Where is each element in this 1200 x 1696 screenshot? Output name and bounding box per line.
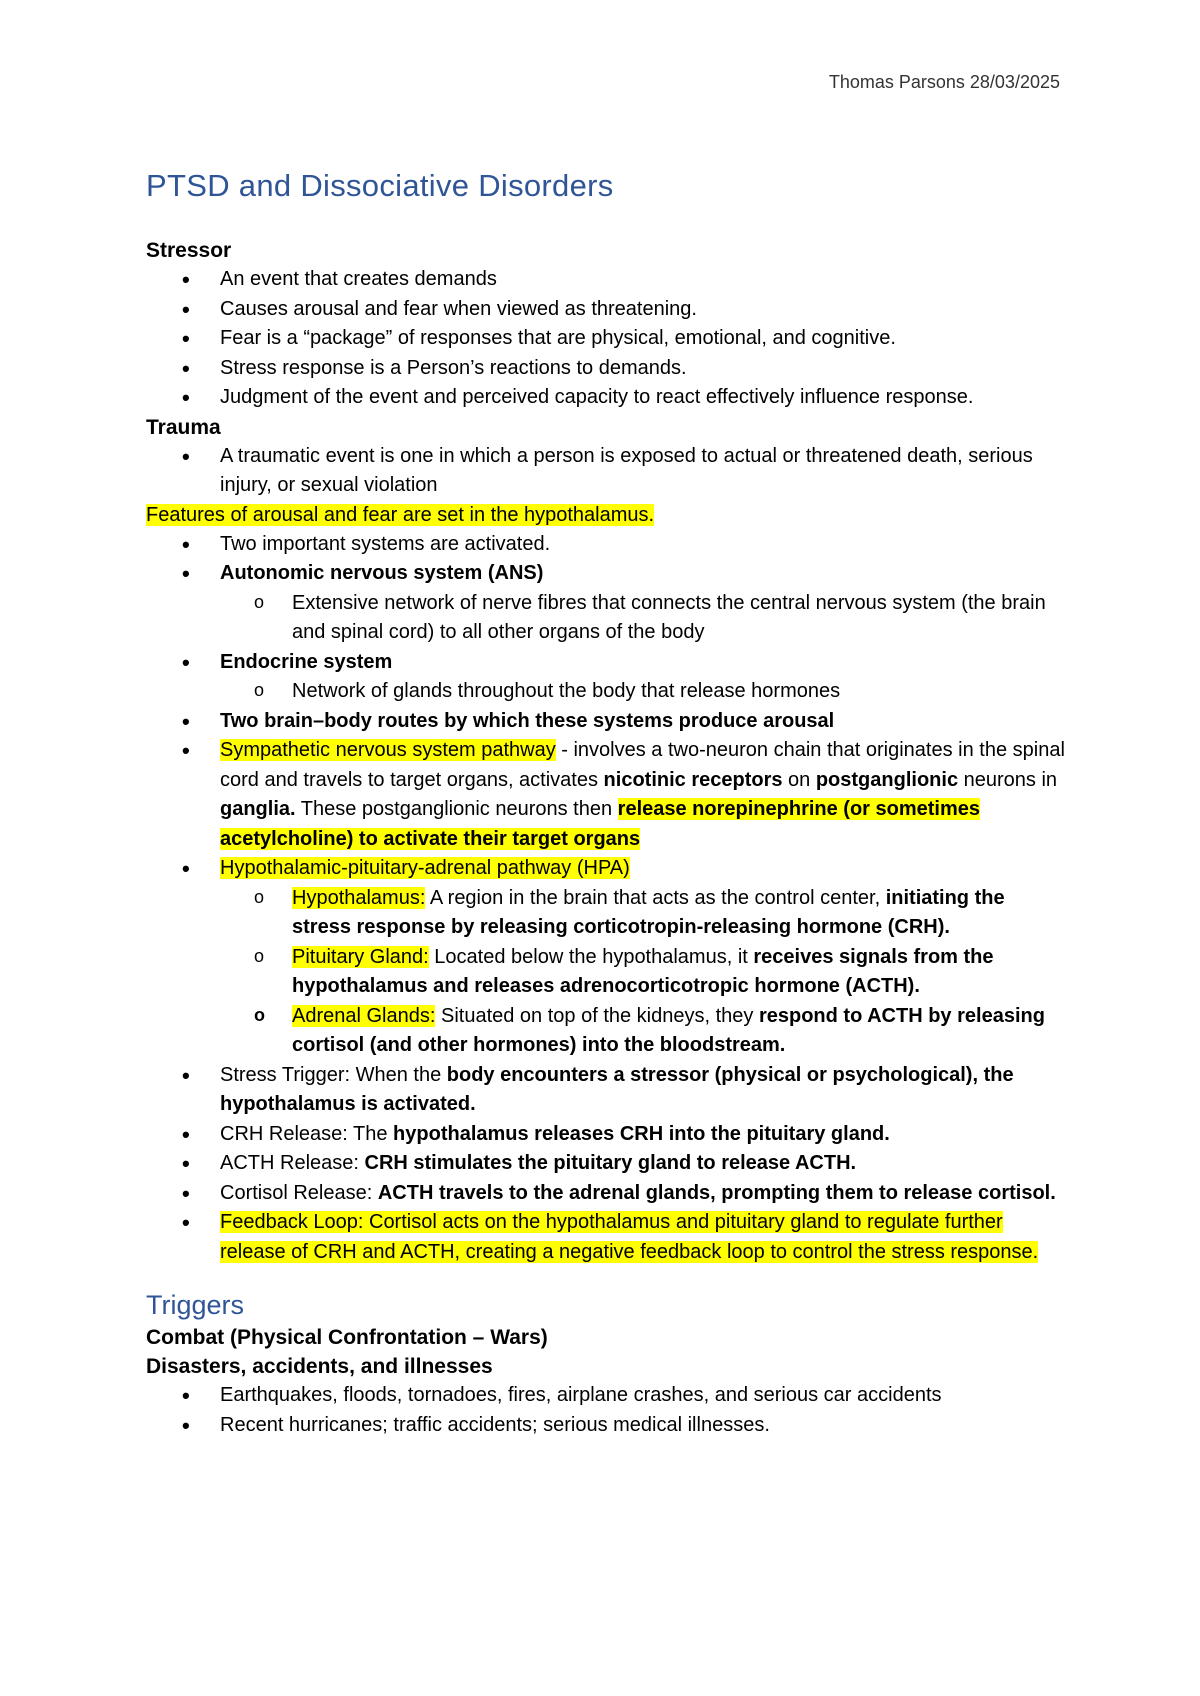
sub-list-item: o Network of glands throughout the body that release hormones: [220, 677, 1066, 707]
list-item: • Recent hurricanes; traffic accidents; serious medical illnesses.: [146, 1411, 1066, 1441]
list-item-sns: [146, 736, 1066, 854]
list-item: • Stress response is a Person’s reactions to demands.: [146, 354, 1066, 384]
sns-bold: nicotinic receptors: [603, 768, 783, 791]
list-item-feedback: [146, 1208, 1066, 1267]
arousal-list: [146, 530, 1066, 1268]
stressor-heading: Stressor: [146, 239, 232, 262]
list-item: • Judgment of the event and perceived capacity to react effectively influence response.: [146, 383, 1066, 413]
sns-text: neurons in: [958, 768, 1058, 791]
list-item-routes: [146, 707, 1066, 737]
highlighted-text: Features of arousal and fear are set in the hypothalamus.: [146, 503, 655, 526]
sns-bold: postganglionic: [815, 768, 959, 791]
sub-list-item-adrenal: [220, 1002, 1066, 1061]
triggers-list: [146, 1381, 1066, 1440]
pituitary-text: Located below the hypothalamus, it: [428, 945, 754, 968]
arousal-highlight-line: [146, 501, 1066, 530]
list-item-trigger: [146, 1061, 1066, 1120]
acth-bold: CRH stimulates the pituitary gland to release ACTH.: [364, 1152, 857, 1174]
list-item-crh: [146, 1120, 1066, 1150]
sns-label: Sympathetic nervous system pathway: [220, 739, 556, 761]
document-title: PTSD and Dissociative Disorders: [146, 168, 614, 203]
sub-list-item: o Extensive network of nerve fibres that connects the central nervous system (the brain and spinal cord) to all other organs of the body: [220, 589, 1066, 648]
trauma-heading: Trauma: [146, 415, 221, 439]
trigger-bold: body encounters a stressor (physical or psychological), the hypothalamus is activated.: [220, 1063, 1014, 1115]
feedback-text: Feedback Loop: Cortisol acts on the hypothalamus and pituitary gland to regulate further release of CRH and ACTH, creating a negative feedback loop to control the stress response.: [220, 1211, 1039, 1263]
endocrine-label: Endocrine system: [220, 650, 393, 673]
hpa-sublist: [220, 884, 1066, 1061]
pituitary-bold: receives signals from the hypothalamus and releases adrenocorticotropic hormone (ACTH).: [292, 945, 994, 997]
sns-text: on: [782, 768, 816, 791]
hypothalamus-label: Hypothalamus:: [292, 886, 426, 909]
list-item: • Fear is a “package” of responses that are physical, emotional, and cognitive.: [146, 324, 1066, 354]
ans-sublist: [220, 589, 1066, 648]
header-author-date: Thomas Parsons 28/03/2025: [828, 72, 1060, 92]
sns-text: These postganglionic neurons then: [295, 798, 618, 820]
list-item-hpa: [146, 854, 1066, 1061]
routes-text: Two brain–body routes by which these systems produce arousal: [220, 709, 835, 732]
list-item-acth: [146, 1149, 1066, 1179]
crh-text: The: [347, 1122, 394, 1145]
list-item: • Two important systems are activated.: [146, 530, 1066, 560]
list-item: • Earthquakes, floods, tornadoes, fires, airplane crashes, and serious car accidents: [146, 1381, 1066, 1411]
endocrine-sublist: [220, 677, 1066, 707]
sub-list-item-pituitary: [220, 943, 1066, 1002]
cortisol-label: Cortisol Release:: [220, 1181, 373, 1204]
list-item-cortisol: [146, 1179, 1066, 1209]
list-item: • An event that creates demands: [146, 265, 1066, 295]
trigger-label: Stress Trigger:: [220, 1063, 351, 1086]
adrenal-text: Situated on top of the kidneys, they: [435, 1004, 759, 1027]
crh-label: CRH Release:: [220, 1122, 348, 1145]
triggers-heading: Triggers: [146, 1290, 245, 1320]
cortisol-bold: ACTH travels to the adrenal glands, prompting them to release cortisol.: [377, 1181, 1056, 1204]
sns-highlight-bold: release norepinephrine (or sometimes acetylcholine) to activate their target organs: [220, 798, 981, 850]
combat-subheading: Combat (Physical Confrontation – Wars): [146, 1326, 548, 1349]
ans-label: Autonomic nervous system (ANS): [220, 562, 544, 584]
adrenal-label: Adrenal Glands:: [292, 1004, 436, 1027]
list-item: • Causes arousal and fear when viewed as threatening.: [146, 295, 1066, 325]
list-item: • A traumatic event is one in which a person is exposed to actual or threatened death, serious injury, or sexual violation: [146, 442, 1066, 501]
adrenal-bold: respond to ACTH by releasing cortisol (and other hormones) into the bloodstream.: [292, 1004, 1045, 1056]
trigger-text: When the: [350, 1063, 447, 1086]
pituitary-label: Pituitary Gland:: [292, 945, 429, 968]
sub-list-item-hypothalamus: [220, 884, 1066, 943]
crh-bold: hypothalamus releases CRH into the pituitary gland.: [393, 1122, 890, 1145]
list-item-ans: [146, 559, 1066, 648]
hpa-label: Hypothalamic-pituitary-adrenal pathway (HPA): [220, 857, 630, 879]
sns-text: - involves a two-neuron chain that originates in the spinal cord and travels to target organs, activates: [220, 739, 1065, 791]
list-item-endocrine: [146, 648, 1066, 707]
trauma-list: [146, 442, 1066, 501]
stressor-list: [146, 265, 1066, 413]
hypothalamus-text: A region in the brain that acts as the control center,: [425, 886, 886, 909]
hypothalamus-bold: initiating the stress response by releasing corticotropin-releasing hormone (CRH).: [292, 886, 1005, 938]
document-body: [146, 236, 1066, 1440]
disasters-subheading: Disasters, accidents, and illnesses: [146, 1355, 493, 1378]
acth-label: ACTH Release:: [220, 1152, 359, 1174]
sns-bold: ganglia.: [220, 798, 296, 820]
